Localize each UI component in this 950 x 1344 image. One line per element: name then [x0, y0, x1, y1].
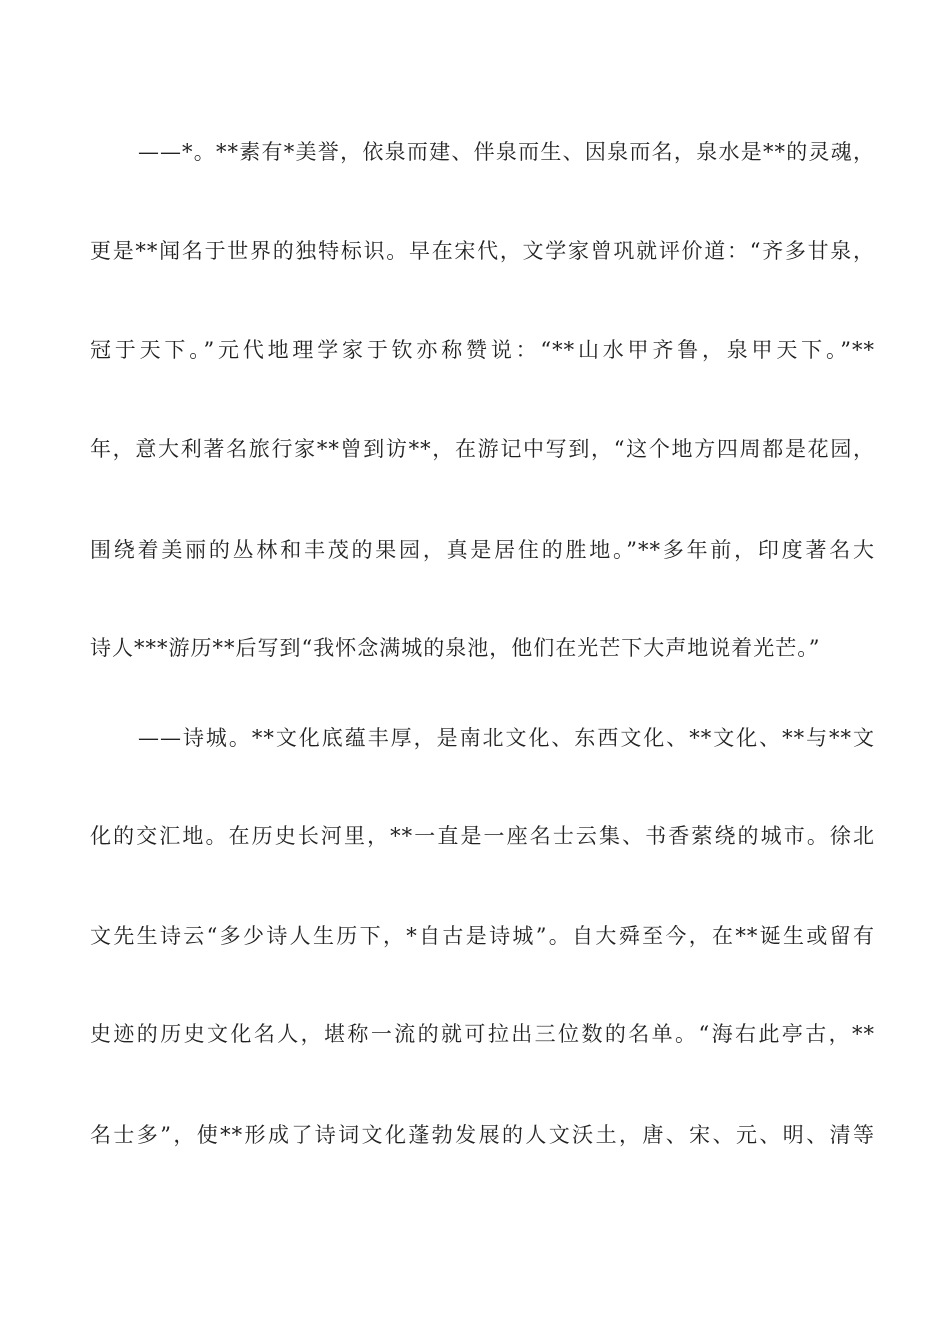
text-line: 诗人***游历**后写到“我怀念满城的泉池，他们在光芒下大声地说着光芒。” — [90, 636, 821, 660]
text-line: 冠于天下。”元代地理学家于钦亦称赞说：“**山水甲齐鲁，泉甲天下。”** — [90, 338, 875, 362]
text-line: 年，意大利著名旅行家**曾到访**，在游记中写到，“这个地方四周都是花园， — [90, 437, 875, 461]
text-line: 史迹的历史文化名人，堪称一流的就可拉出三位数的名单。“海右此亭古，** — [90, 1022, 875, 1046]
text-line: 化的交汇地。在历史长河里，**一直是一座名士云集、书香萦绕的城市。徐北 — [90, 824, 875, 848]
text-line: 名士多”，使**形成了诗词文化蓬勃发展的人文沃土，唐、宋、元、明、清等 — [90, 1123, 875, 1147]
text-line: 围绕着美丽的丛林和丰茂的果园，真是居住的胜地。”**多年前，印度著名大 — [90, 538, 875, 562]
text-line: 文先生诗云“多少诗人生历下，*自古是诗城”。自大舜至今，在**诞生或留有 — [90, 924, 875, 948]
text-line: 更是**闻名于世界的独特标识。早在宋代，文学家曾巩就评价道：“齐多甘泉， — [90, 239, 875, 263]
text-line: ——诗城。**文化底蕴丰厚，是南北文化、东西文化、**文化、**与**文 — [138, 726, 875, 750]
text-line: ——*。**素有*美誉，依泉而建、伴泉而生、因泉而名，泉水是**的灵魂， — [138, 140, 875, 164]
